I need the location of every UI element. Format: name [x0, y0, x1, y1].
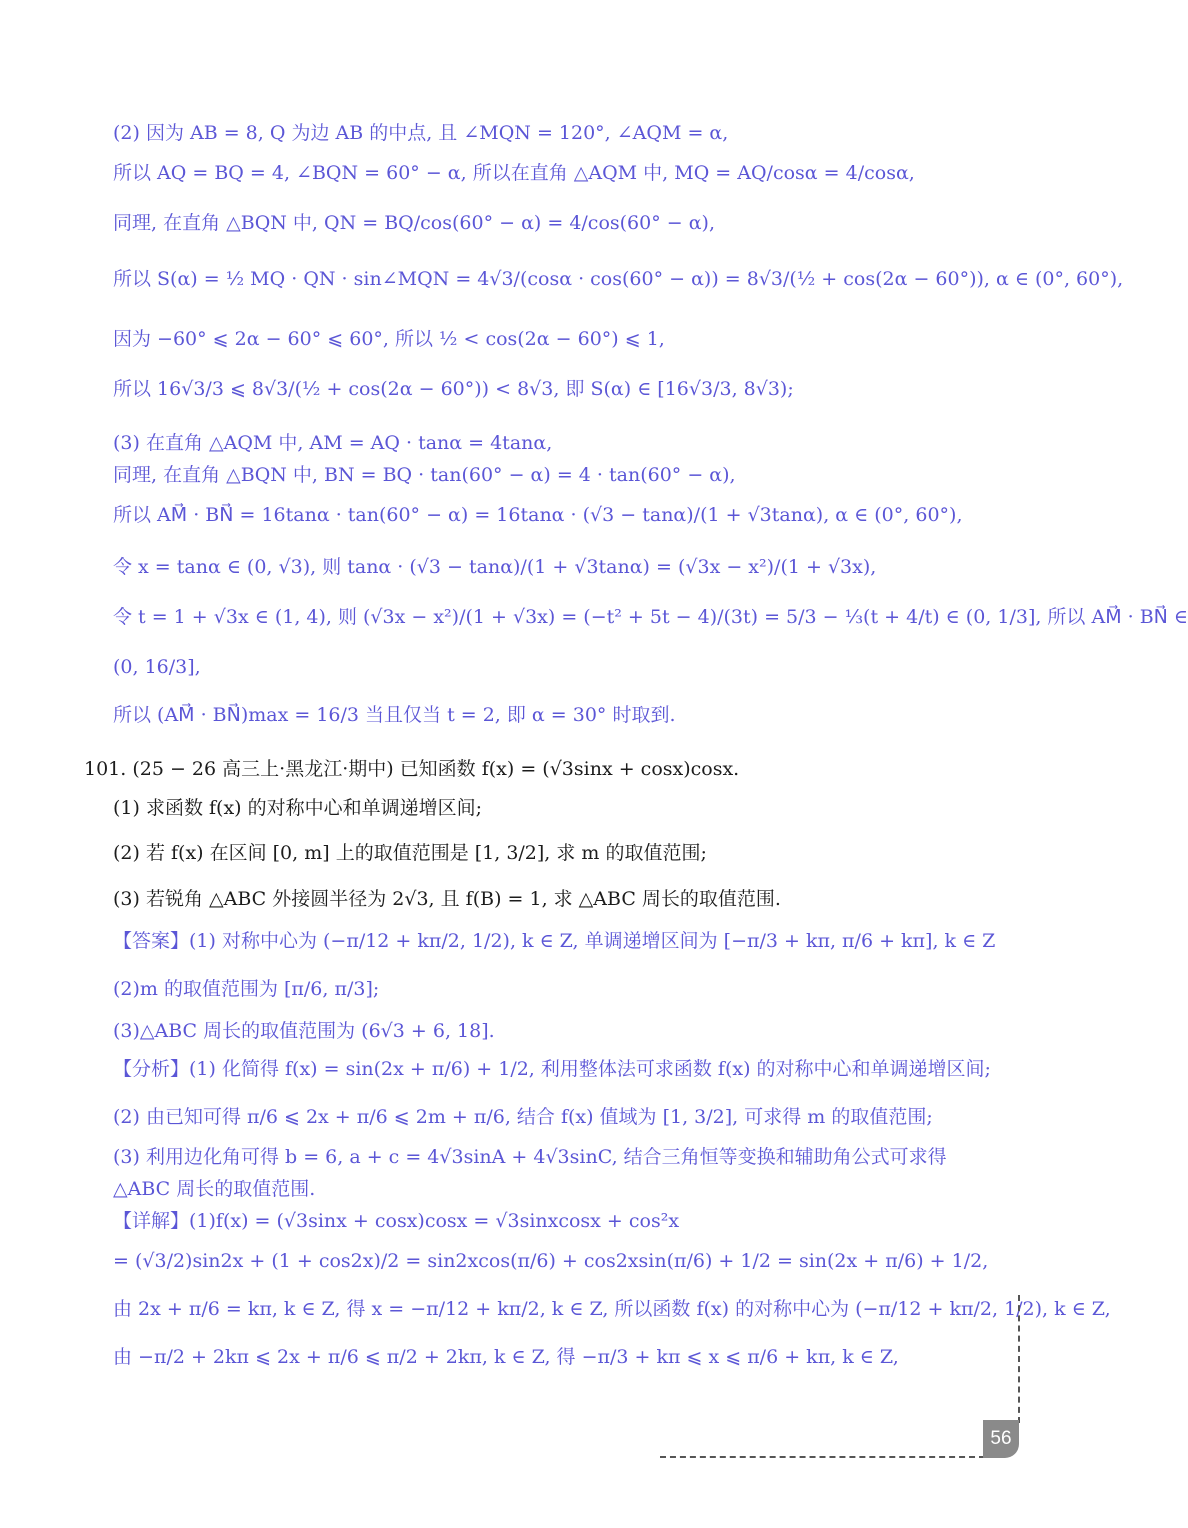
text-line: (3)△ABC 周长的取值范围为 (6√3 + 6, 18]. [113, 1020, 495, 1042]
page-number: 56 [983, 1420, 1019, 1458]
text-line: (3) 利用边化角可得 b = 6, a + c = 4√3sinA + 4√3sinC, 结合三角恒等变换和辅助角公式可求得 [113, 1146, 947, 1168]
text-line: 【详解】(1)f(x) = (√3sinx + cosx)cosx = √3sinxcosx + cos²x [113, 1210, 680, 1232]
text-line: (2)m 的取值范围为 [π/6, π/3]; [113, 978, 380, 1000]
page-border-bottom [660, 1456, 985, 1458]
text-line: 所以 16√3/3 ⩽ 8√3/(½ + cos(2α − 60°)) < 8√3, 即 S(α) ∈ [16√3/3, 8√3); [113, 378, 794, 400]
text-line: 所以 S(α) = ½ MQ · QN · sin∠MQN = 4√3/(cosα · cos(60° − α)) = 8√3/(½ + cos(2α − 60°)), α ∈ (0°, 60°), [113, 268, 1124, 290]
text-line: 令 t = 1 + √3x ∈ (1, 4), 则 (√3x − x²)/(1 + √3x) = (−t² + 5t − 4)/(3t) = 5/3 − ⅓(t + 4/t) ∈ (0, 1/3], 所以 AM⃗ · BN⃗ ∈ [113, 606, 1188, 628]
text-line: (2) 由已知可得 π/6 ⩽ 2x + π/6 ⩽ 2m + π/6, 结合 f(x) 值域为 [1, 3/2], 可求得 m 的取值范围; [113, 1106, 933, 1128]
text-line: 所以 AQ = BQ = 4, ∠BQN = 60° − α, 所以在直角 △AQM 中, MQ = AQ/cosα = 4/cosα, [113, 162, 915, 184]
text-line: (0, 16/3], [113, 656, 201, 678]
text-line: 令 x = tanα ∈ (0, √3), 则 tanα · (√3 − tanα)/(1 + √3tanα) = (√3x − x²)/(1 + √3x), [113, 556, 877, 578]
text-line: 【分析】(1) 化简得 f(x) = sin(2x + π/6) + 1/2, 利用整体法可求函数 f(x) 的对称中心和单调递增区间; [113, 1058, 991, 1080]
text-line: 【答案】(1) 对称中心为 (−π/12 + kπ/2, 1/2), k ∈ Z, 单调递增区间为 [−π/3 + kπ, π/6 + kπ], k ∈ Z [113, 930, 996, 952]
text-line: (3) 若锐角 △ABC 外接圆半径为 2√3, 且 f(B) = 1, 求 △ABC 周长的取值范围. [113, 888, 781, 910]
text-line: = (√3/2)sin2x + (1 + cos2x)/2 = sin2xcos(π/6) + cos2xsin(π/6) + 1/2 = sin(2x + π/6) + 1/2, [113, 1250, 989, 1272]
text-line: 由 −π/2 + 2kπ ⩽ 2x + π/6 ⩽ π/2 + 2kπ, k ∈ Z, 得 −π/3 + kπ ⩽ x ⩽ π/6 + kπ, k ∈ Z, [113, 1346, 899, 1368]
text-line: (3) 在直角 △AQM 中, AM = AQ · tanα = 4tanα, [113, 432, 553, 454]
text-line: (2) 若 f(x) 在区间 [0, m] 上的取值范围是 [1, 3/2], 求 m 的取值范围; [113, 842, 707, 864]
text-line: 因为 −60° ⩽ 2α − 60° ⩽ 60°, 所以 ½ < cos(2α − 60°) ⩽ 1, [113, 328, 665, 350]
text-line: 由 2x + π/6 = kπ, k ∈ Z, 得 x = −π/12 + kπ/2, k ∈ Z, 所以函数 f(x) 的对称中心为 (−π/12 + kπ/2, 1/2), k ∈ Z, [113, 1298, 1111, 1320]
text-line: (2) 因为 AB = 8, Q 为边 AB 的中点, 且 ∠MQN = 120°, ∠AQM = α, [113, 122, 729, 144]
text-line: 所以 AM⃗ · BN⃗ = 16tanα · tan(60° − α) = 16tanα · (√3 − tanα)/(1 + √3tanα), α ∈ (0°, 60°), [113, 504, 963, 526]
text-line: (1) 求函数 f(x) 的对称中心和单调递增区间; [113, 797, 483, 819]
text-line: 101. (25 − 26 高三上·黑龙江·期中) 已知函数 f(x) = (√3sinx + cosx)cosx. [84, 758, 740, 780]
page-border-right [1018, 1295, 1020, 1423]
text-line: 同理, 在直角 △BQN 中, BN = BQ · tan(60° − α) = 4 · tan(60° − α), [113, 464, 736, 486]
text-line: 所以 (AM⃗ · BN⃗)max = 16/3 当且仅当 t = 2, 即 α = 30° 时取到. [113, 704, 676, 726]
text-line: 同理, 在直角 △BQN 中, QN = BQ/cos(60° − α) = 4/cos(60° − α), [113, 212, 716, 234]
text-line: △ABC 周长的取值范围. [113, 1178, 316, 1200]
